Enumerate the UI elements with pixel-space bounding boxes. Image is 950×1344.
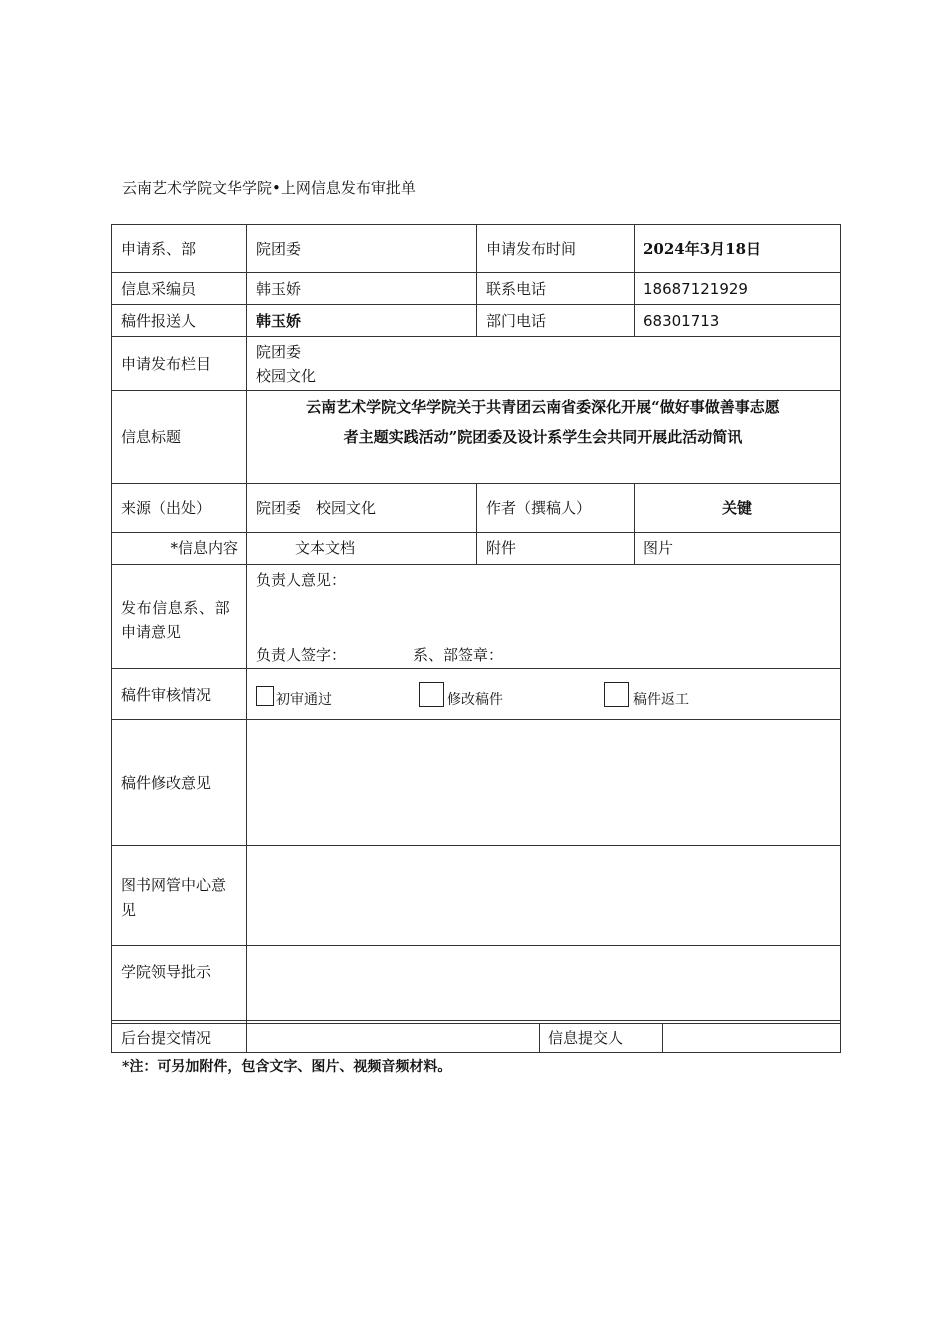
column-value: 院团委 (256, 343, 302, 361)
attachment-label: 附件 (486, 539, 517, 557)
approve-checkbox[interactable] (256, 686, 274, 706)
column-divider (246, 224, 247, 1053)
content-value: 文本文档 (295, 539, 356, 557)
responsible-sign-field[interactable]: 负责人签字： (256, 646, 347, 664)
row-divider (111, 845, 840, 846)
dept-seal-field[interactable]: 系、部签章： (413, 646, 504, 664)
row-divider (111, 668, 840, 669)
source-value: 院团委 校园文化 (256, 499, 377, 517)
rework-checkbox[interactable] (604, 682, 629, 707)
row-divider (111, 945, 840, 946)
column-divider (476, 483, 477, 564)
leader-instruction-input[interactable] (248, 947, 839, 1019)
library-label-line: 图书网管中心意 (121, 876, 227, 894)
opinion-label-line: 申请意见 (121, 623, 182, 641)
table-border (111, 224, 112, 1053)
opinion-label-line: 发布信息系、部 (121, 599, 231, 617)
submitter-value: 韩玉娇 (256, 312, 302, 330)
collector-label: 信息采编员 (121, 280, 197, 298)
phone-value: 18687121929 (643, 280, 748, 298)
row-divider (111, 1023, 840, 1024)
opinion-label (121, 596, 230, 644)
column-value: 校园文化 (256, 367, 317, 385)
submitter2-label: 信息提交人 (548, 1029, 624, 1047)
info-title-value (248, 392, 838, 452)
footnote: *注：可另加附件，包含文字、图片、视频音频材料。 (122, 1059, 452, 1075)
author-value: 关键 (721, 499, 752, 517)
column-divider (634, 483, 635, 564)
library-opinion-input[interactable] (248, 847, 839, 944)
apply-dept-label: 申请系、部 (121, 240, 197, 258)
leader-label: 学院领导批示 (121, 963, 212, 981)
apply-time-label: 申请发布时间 (486, 240, 577, 258)
submitter2-input[interactable] (664, 1025, 839, 1051)
apply-time-value: 2024年3月18日 (643, 240, 762, 258)
submitter-label: 稿件报送人 (121, 312, 197, 330)
info-title-label: 信息标题 (121, 428, 182, 446)
revise-checkbox[interactable] (419, 682, 444, 707)
row-divider (111, 564, 840, 565)
content-label: *信息内容 (170, 539, 238, 557)
row-divider (111, 390, 840, 391)
revise-option-label: 修改稿件 (447, 692, 503, 708)
column-label: 申请发布栏目 (121, 355, 212, 373)
picture-label: 图片 (643, 539, 674, 557)
table-border (111, 1052, 840, 1053)
table-border (840, 224, 841, 1053)
collector-value: 韩玉娇 (256, 280, 302, 298)
review-label: 稿件审核情况 (121, 686, 212, 704)
info-title-line: 云南艺术学院文华学院关于共青团云南省委深化开展“做好事做善事志愿 (306, 398, 780, 416)
column-divider (634, 224, 635, 336)
library-label (121, 873, 226, 923)
author-label: 作者（撰稿人） (486, 499, 592, 517)
dept-phone-value: 68301713 (643, 312, 720, 330)
rework-option-label: 稿件返工 (633, 692, 689, 708)
source-label: 来源（出处） (121, 499, 212, 517)
document-title: 云南艺术学院文华学院•上网信息发布审批单 (122, 179, 416, 197)
dept-phone-label: 部门电话 (486, 312, 547, 330)
backend-status-input[interactable] (248, 1025, 537, 1051)
revision-label: 稿件修改意见 (121, 774, 212, 792)
revision-input[interactable] (248, 721, 839, 844)
column-divider (476, 224, 477, 336)
approve-option-label: 初审通过 (276, 692, 332, 708)
info-title-line: 者主题实践活动”院团委及设计系学生会共同开展此活动简讯 (343, 428, 743, 446)
apply-dept-value: 院团委 (256, 240, 302, 258)
row-divider (111, 719, 840, 720)
library-label-line: 见 (121, 901, 137, 919)
column-divider (662, 1023, 663, 1053)
row-divider (111, 336, 840, 337)
backend-label: 后台提交情况 (121, 1029, 212, 1047)
column-divider (539, 1023, 540, 1053)
phone-label: 联系电话 (486, 280, 547, 298)
responsible-opinion: 负责人意见： (256, 571, 347, 589)
row-divider (111, 1020, 840, 1021)
